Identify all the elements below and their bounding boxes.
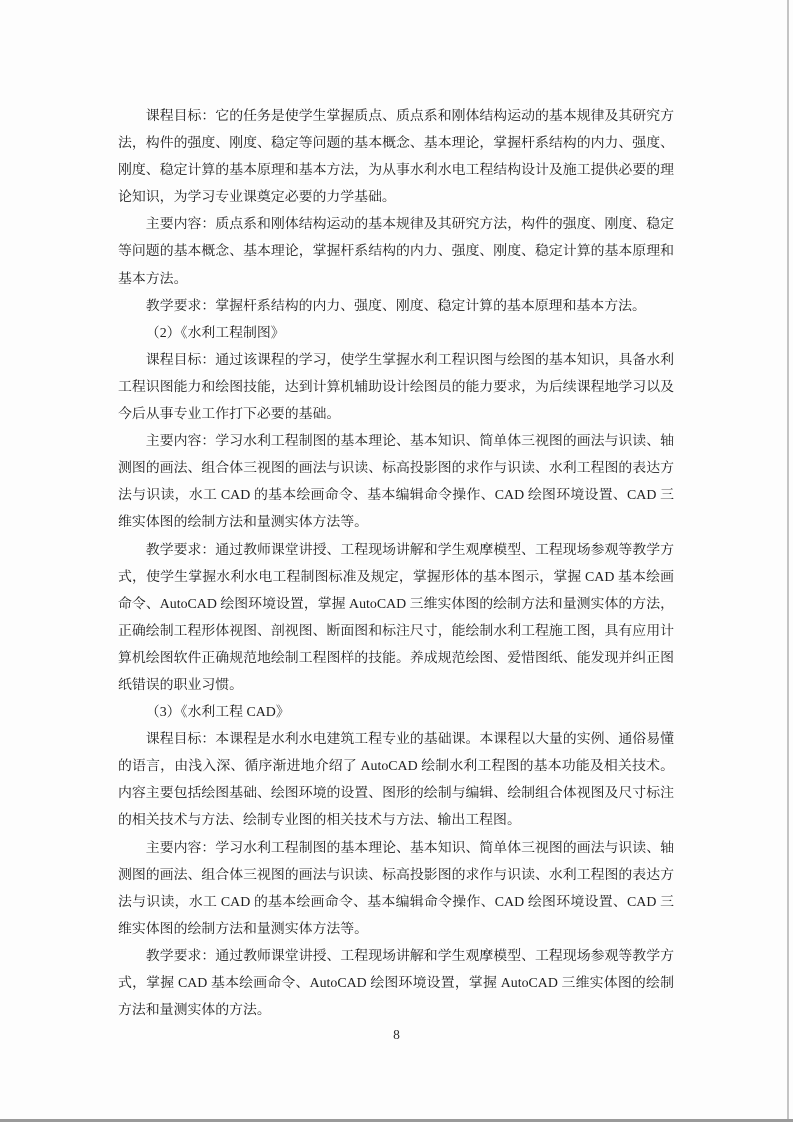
paragraph-course-objective-cad: 课程目标：本课程是水利水电建筑工程专业的基础课。本课程以大量的实例、通俗易懂的语言，由浅入深、循序渐进地介绍了 AutoCAD 绘制水利工程图的基本功能及相关技术。内容主要包括绘图基础、绘图环境的设置、图形的绘制与编辑、绘制组合体视图及尺寸标注的相关技术与方法、绘制专业图的相关技术与方法、输出工程图。	[118, 732, 674, 829]
paragraph-course-objective-drawing: 课程目标：通过该课程的学习，使学生掌握水利工程识图与绘图的基本知识，具备水利工程识图能力和绘图技能，达到计算机辅助设计绘图员的能力要求，为后续课程地学习以及今后从事专业工作打下必要的基础。	[118, 352, 674, 423]
paragraph-main-content-drawing: 主要内容：学习水利工程制图的基本理论、基本知识、简单体三视图的画法与识读、轴测图的画法、组合体三视图的画法与识读、标高投影图的求作与识读、水利工程图的表达方法与识读，水工 CAD 的基本绘画命令、基本编辑命令操作、CAD 绘图环境设置、CAD 三维实体图的绘制方法和量测实体方法等。	[118, 434, 674, 531]
section-heading-2-engineering-drawing: （2）《水利工程制图》	[145, 325, 285, 341]
document-body	[118, 103, 674, 1024]
scan-edge-right-line	[787, 0, 789, 1122]
page-number: 8	[393, 1027, 400, 1042]
paragraph-teaching-requirement-mechanics: 教学要求：掌握杆系结构的内力、强度、刚度、稳定计算的基本原理和基本方法。	[145, 298, 646, 314]
paragraph-teaching-requirement-drawing: 教学要求：通过教师课堂讲授、工程现场讲解和学生观摩模型、工程现场参观等教学方式，使学生掌握水利水电工程制图标准及规定，掌握形体的基本图示，掌握 CAD 基本绘画命令、AutoCAD 绘图环境设置，掌握 AutoCAD 三维实体图的绘制方法和量测实体的方法，正确绘制工程形体视图、剖视图、断面图和标注尺寸，能绘制水利工程施工图，具有应用计算机绘图软件正确规范地绘制工程图样的技能。养成规范绘图、爱惜图纸、能发现并纠正图纸错误的职业习惯。	[118, 542, 674, 693]
paragraph-teaching-requirement-cad: 教学要求：通过教师课堂讲授、工程现场讲解和学生观摩模型、工程现场参观等教学方式，掌握 CAD 基本绘画命令、AutoCAD 绘图环境设置，掌握 AutoCAD 三维实体图的绘制方法和量测实体的方法。	[118, 948, 674, 1019]
paragraph-course-objective-mechanics: 课程目标：它的任务是使学生掌握质点、质点系和刚体结构运动的基本规律及其研究方法，构件的强度、刚度、稳定等问题的基本概念、基本理论，掌握杆系结构的内力、强度、刚度、稳定计算的基本原理和基本方法，为从事水利水电工程结构设计及施工提供必要的理论知识，为学习专业课奠定必要的力学基础。	[118, 109, 674, 206]
paragraph-main-content-mechanics: 主要内容：质点系和刚体结构运动的基本规律及其研究方法，构件的强度、刚度、稳定等问题的基本概念、基本理论，掌握杆系结构的内力、强度、刚度、稳定计算的基本原理和基本方法。	[118, 217, 674, 287]
paragraph-main-content-cad: 主要内容：学习水利工程制图的基本理论、基本知识、简单体三视图的画法与识读、轴测图的画法、组合体三视图的画法与识读、标高投影图的求作与识读、水利工程图的表达方法与识读，水工 CAD 的基本绘画命令、基本编辑命令操作、CAD 绘图环境设置、CAD 三维实体图的绘制方法和量测实体方法等。	[118, 840, 674, 937]
section-heading-3-cad: （3）《水利工程 CAD》	[145, 705, 290, 721]
